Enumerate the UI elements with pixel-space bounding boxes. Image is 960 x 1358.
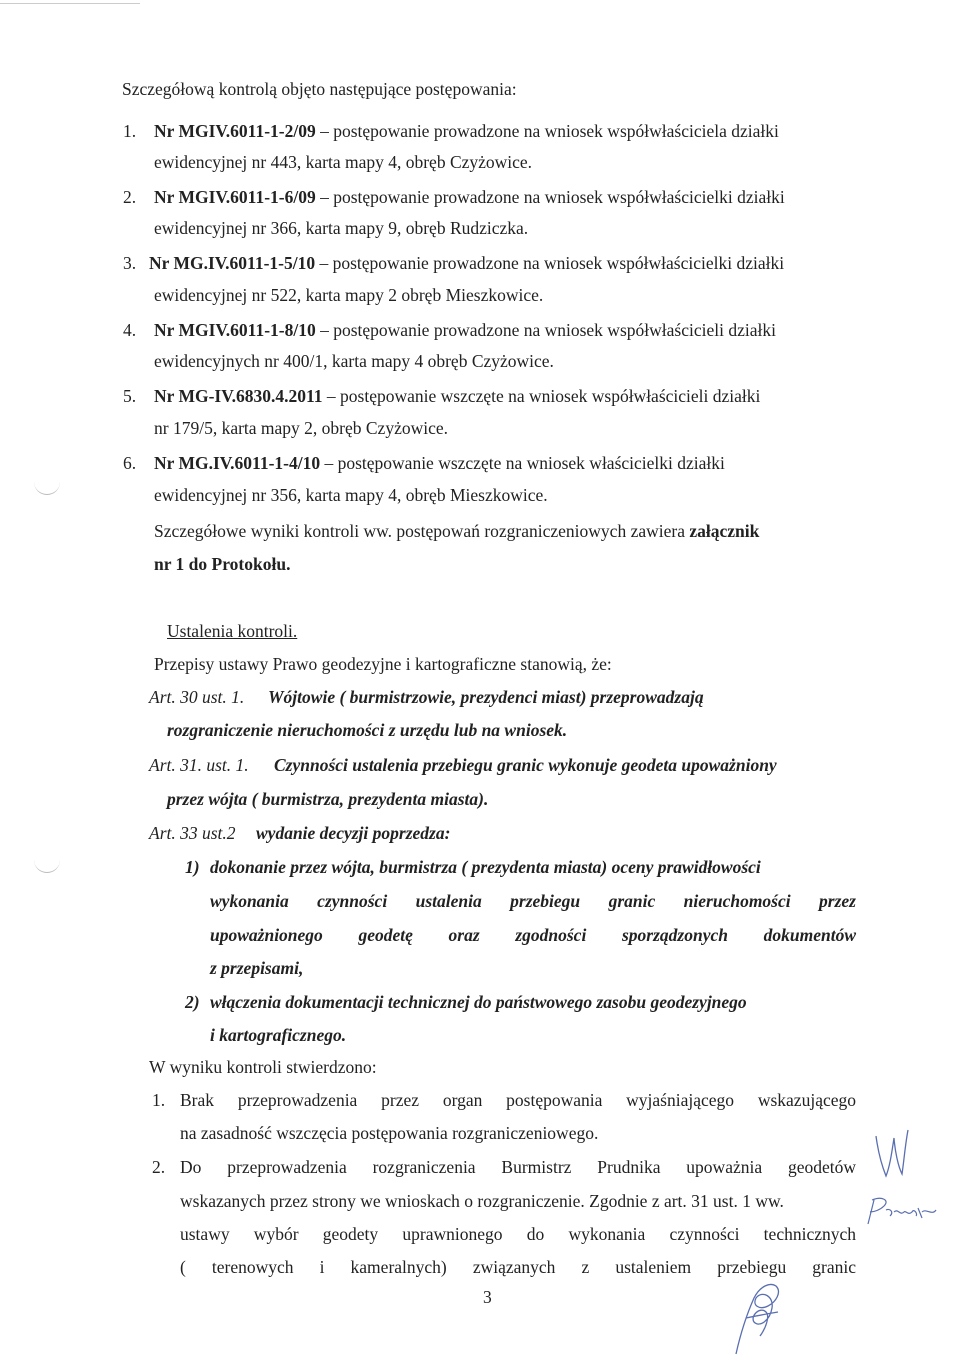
signature-mark bbox=[868, 1126, 918, 1186]
case-line-cont: ewidencyjnej nr 356, karta mapy 4, obręb Mieszkowice. bbox=[154, 485, 548, 505]
case-id: Nr MGIV.6011-1-6/09 bbox=[154, 187, 316, 207]
conclusion-line: wskazanych przez strony we wnioskach o rozgraniczenie. Zgodnie z art. 31 ust. 1 ww. bbox=[180, 1191, 784, 1211]
case-line bbox=[149, 252, 784, 274]
article-31-text-cont: przez wójta ( burmistrza, prezydenta miasta). bbox=[167, 789, 489, 809]
article-33-ref: Art. 33 ust.2 bbox=[149, 823, 236, 843]
case-id: Nr MGIV.6011-1-2/09 bbox=[154, 121, 316, 141]
case-description: – postępowanie wszczęte na wniosek współwłaścicieli działki bbox=[322, 386, 761, 406]
case-line-cont: ewidencyjnej nr 443, karta mapy 4, obręb Czyżowice. bbox=[154, 152, 533, 172]
item-line: z przepisami, bbox=[210, 958, 304, 978]
intro-text: Szczegółową kontrolą objęto następujące postępowania: bbox=[122, 79, 517, 99]
conclusion-line: ustawy wybór geodety uprawnionego do wykonania czynności technicznych bbox=[180, 1224, 856, 1244]
case-id: Nr MGIV.6011-1-8/10 bbox=[154, 320, 316, 340]
item-line: i kartograficznego. bbox=[210, 1025, 347, 1045]
case-line-cont: ewidencyjnej nr 522, karta mapy 2 obręb Mieszkowice. bbox=[154, 285, 544, 305]
article-30-ref: Art. 30 ust. 1. bbox=[149, 687, 245, 707]
results-text: Szczegółowe wyniki kontroli ww. postępowań rozgraniczeniowych zawiera bbox=[154, 521, 690, 541]
case-number: 3. bbox=[123, 253, 137, 273]
case-line-cont: ewidencyjnej nr 366, karta mapy 9, obręb Rudziczka. bbox=[154, 218, 529, 238]
page-number: 3 bbox=[483, 1287, 492, 1307]
signature-initials bbox=[860, 1190, 940, 1230]
case-line bbox=[154, 319, 776, 341]
article-31-ref: Art. 31. ust. 1. bbox=[149, 755, 249, 775]
case-id: Nr MG.IV.6011-1-4/10 bbox=[154, 453, 321, 473]
case-number: 4. bbox=[123, 320, 137, 340]
article-31-text: Czynności ustalenia przebiegu granic wykonuje geodeta upoważniony bbox=[274, 755, 777, 775]
case-description: – postępowanie prowadzone na wniosek współwłaścicieli działki bbox=[315, 320, 776, 340]
case-line-cont: nr 179/5, karta mapy 2, obręb Czyżowice. bbox=[154, 418, 449, 438]
case-number: 2. bbox=[123, 187, 137, 207]
conclusion-line: na zasadność wszczęcia postępowania rozgraniczeniowego. bbox=[180, 1123, 599, 1143]
scan-margin-mark bbox=[34, 476, 60, 495]
case-line bbox=[154, 120, 779, 142]
item-line: upoważnionego geodetę oraz zgodności sporządzonych dokumentów bbox=[210, 925, 856, 945]
conclusion-line: Brak przeprowadzenia przez organ postępowania wyjaśniającego wskazującego bbox=[180, 1090, 856, 1110]
case-description: – postępowanie prowadzone na wniosek współwłaściciela działki bbox=[315, 121, 779, 141]
case-id: Nr MG-IV.6830.4.2011 bbox=[154, 386, 323, 406]
case-description: – postępowanie prowadzone na wniosek współwłaścicielki działki bbox=[315, 253, 785, 273]
case-description: – postępowanie wszczęte na wniosek właścicielki działki bbox=[320, 453, 725, 473]
case-line-cont: ewidencyjnych nr 400/1, karta mapy 4 obręb Czyżowice. bbox=[154, 351, 554, 371]
scan-margin-mark bbox=[34, 854, 60, 873]
conclusion-line: Do przeprowadzenia rozgraniczenia Burmistrz Prudnika upoważnia geodetów bbox=[180, 1157, 856, 1177]
attachment-reference: nr 1 do Protokołu. bbox=[154, 554, 291, 574]
case-number: 6. bbox=[123, 453, 137, 473]
article-33-text: wydanie decyzji poprzedza: bbox=[256, 823, 451, 843]
case-line bbox=[154, 385, 760, 407]
case-number: 1. bbox=[123, 121, 137, 141]
case-number: 5. bbox=[123, 386, 137, 406]
section-heading: Ustalenia kontroli. bbox=[167, 621, 298, 641]
attachment-label: załącznik bbox=[689, 521, 760, 541]
item-line: włączenia dokumentacji technicznej do państwowego zasobu geodezyjnego bbox=[210, 992, 747, 1012]
conclusion-number: 2. bbox=[152, 1157, 166, 1177]
case-line bbox=[154, 452, 725, 474]
article-30-text: Wójtowie ( burmistrzowie, prezydenci miast) przeprowadzają bbox=[268, 687, 704, 707]
item-number: 1) bbox=[185, 857, 200, 877]
case-line bbox=[154, 186, 785, 208]
item-line: wykonania czynności ustalenia przebiegu granic nieruchomości przez bbox=[210, 891, 856, 911]
conclusion-line: ( terenowych i kameralnych) związanych z ustaleniem przebiegu granic bbox=[180, 1257, 856, 1277]
item-line: dokonanie przez wójta, burmistrza ( prezydenta miasta) oceny prawidłowości bbox=[210, 857, 761, 877]
law-intro: Przepisy ustawy Prawo geodezyjne i kartograficzne stanowią, że: bbox=[154, 654, 612, 674]
results-line bbox=[154, 520, 759, 542]
scan-edge-line bbox=[0, 3, 140, 4]
item-number: 2) bbox=[185, 992, 200, 1012]
signature-scribble bbox=[726, 1276, 796, 1358]
conclusions-intro: W wyniku kontroli stwierdzono: bbox=[149, 1057, 377, 1077]
case-description: – postępowanie prowadzone na wniosek współwłaścicielki działki bbox=[315, 187, 785, 207]
conclusion-number: 1. bbox=[152, 1090, 166, 1110]
case-id: Nr MG.IV.6011-1-5/10 bbox=[149, 253, 316, 273]
article-30-text-cont: rozgraniczenie nieruchomości z urzędu lub na wniosek. bbox=[167, 720, 568, 740]
